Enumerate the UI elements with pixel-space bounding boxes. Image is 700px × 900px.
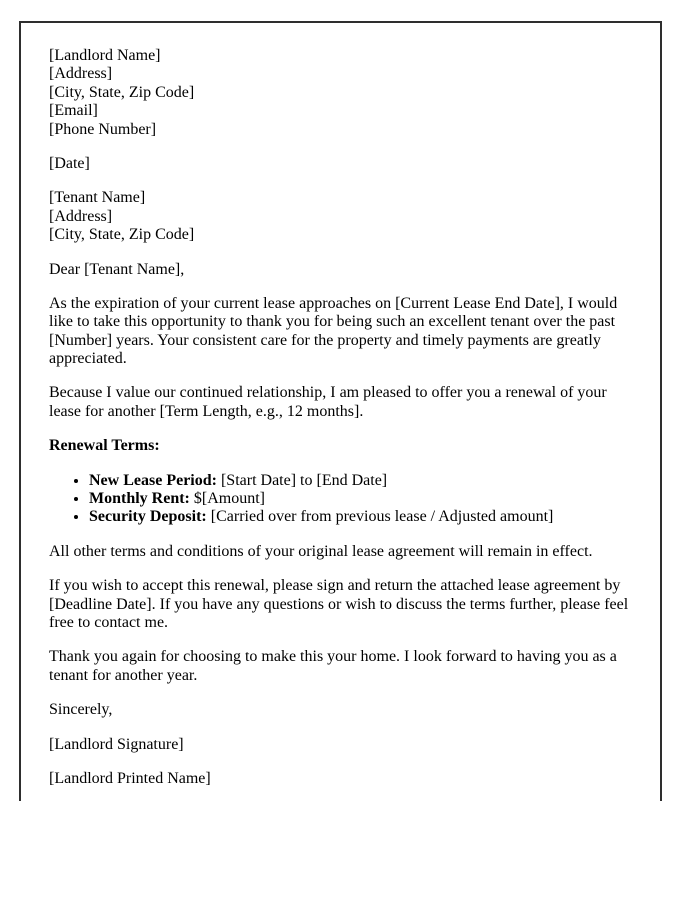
term-new-lease-period-label: New Lease Period: bbox=[89, 471, 217, 489]
term-new-lease-period bbox=[89, 472, 632, 490]
paragraph-thanks: Thank you again for choosing to make this your home. I look forward to having you as a tenant for another year. bbox=[49, 648, 617, 684]
sender-name: [Landlord Name] bbox=[49, 47, 161, 64]
renewal-terms-heading bbox=[49, 437, 632, 455]
recipient-address: [Address] bbox=[49, 207, 113, 225]
paragraph-accept-instructions: If you wish to accept this renewal, please sign and return the attached lease agreement by [Deadline Date]. If you have any questions or wish to discuss the terms further, please feel free to contact me. bbox=[49, 577, 629, 631]
sender-city-state-zip: [City, State, Zip Code] bbox=[49, 83, 195, 101]
term-monthly-rent bbox=[89, 490, 632, 508]
paragraph-renewal-offer: Because I value our continued relationship, I am pleased to offer you a renewal of your lease for another [Term Length, e.g., 12 months]. bbox=[49, 384, 607, 420]
term-security-deposit-value: [Carried over from previous lease / Adjusted amount] bbox=[210, 508, 554, 526]
term-monthly-rent-value: $[Amount] bbox=[193, 490, 265, 508]
paragraph-lease-expiration: As the expiration of your current lease approaches on [Current Lease End Date], I would like to take this opportunity to thank you for being such an excellent tenant over the past [Number] years. Your consistent care for the property and timely payments are greatly appreciated. bbox=[49, 294, 618, 368]
sender-address-block bbox=[49, 47, 632, 139]
term-monthly-rent-label: Monthly Rent: bbox=[89, 490, 190, 508]
letter-page bbox=[19, 21, 662, 801]
renewal-terms-list bbox=[49, 472, 632, 527]
term-security-deposit bbox=[89, 508, 632, 526]
signature-placeholder: [Landlord Signature] bbox=[49, 735, 184, 753]
term-new-lease-period-value: [Start Date] to [End Date] bbox=[220, 471, 388, 489]
renewal-terms-heading-text: Renewal Terms: bbox=[49, 437, 160, 455]
sender-phone: [Phone Number] bbox=[49, 120, 157, 138]
salutation: Dear [Tenant Name], bbox=[49, 260, 185, 278]
term-security-deposit-label: Security Deposit: bbox=[89, 508, 207, 526]
closing: Sincerely, bbox=[49, 701, 113, 719]
recipient-city-state-zip: [City, State, Zip Code] bbox=[49, 226, 195, 244]
paragraph-other-terms: All other terms and conditions of your original lease agreement will remain in effect. bbox=[49, 542, 593, 560]
sender-email: [Email] bbox=[49, 102, 98, 120]
recipient-address-block bbox=[49, 189, 632, 244]
sender-address: [Address] bbox=[49, 65, 113, 83]
printed-name-placeholder: [Landlord Printed Name] bbox=[49, 769, 211, 787]
recipient-name: [Tenant Name] bbox=[49, 189, 146, 207]
letter-date: [Date] bbox=[49, 154, 90, 172]
